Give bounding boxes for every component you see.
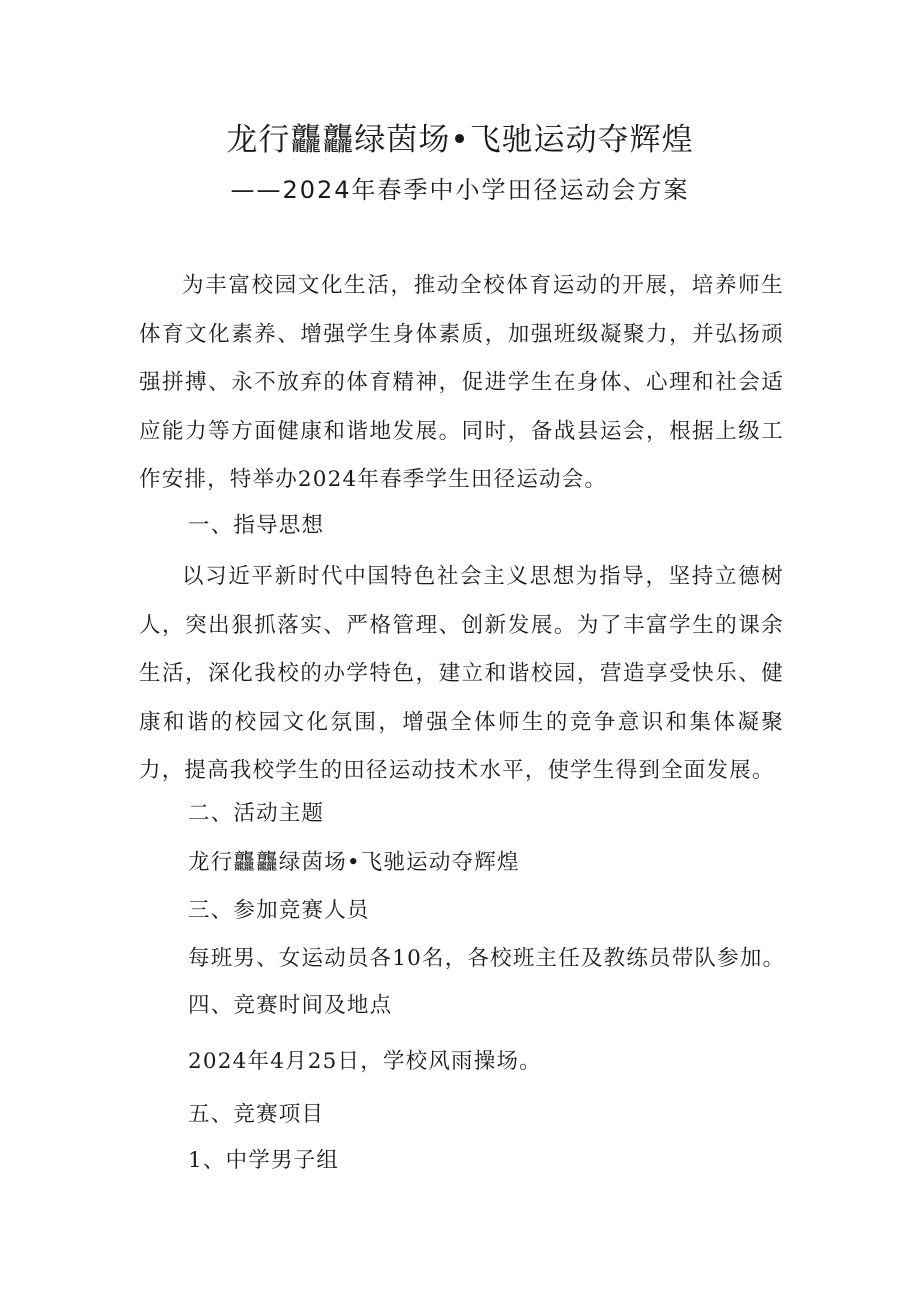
- section-heading-theme: 二、活动主题: [188, 801, 325, 826]
- section-heading-guiding-thought: 一、指导思想: [188, 513, 325, 538]
- time-place-text: 2024年4月25日，学校风雨操场。: [188, 1049, 542, 1074]
- section-heading-events: 五、竞赛项目: [188, 1102, 325, 1127]
- document-subtitle: ——2024年春季中小学田径运动会方案: [230, 176, 690, 204]
- document-title: 龙行龘龘绿茵场•飞驰运动夺辉煌: [226, 122, 694, 158]
- section-heading-time-place: 四、竞赛时间及地点: [188, 993, 393, 1018]
- participants-text: 每班男、女运动员各10名，各校班主任及教练员带队参加。: [188, 946, 786, 971]
- section-heading-participants: 三、参加竞赛人员: [188, 898, 370, 923]
- intro-paragraph: 为丰富校园文化生活，推动全校体育运动的开展，培养师生体育文化素养、增强学生身体素质，加强班级凝聚力，并弘扬顽强拼搏、永不放弃的体育精神，促进学生在身体、心理和社会适应能力等方面健康和谐地发展。同时，备战县运会，根据上级工作安排，特举办2024年春季学生田径运动会。: [139, 273, 784, 492]
- guiding-thought-paragraph: 以习近平新时代中国特色社会主义思想为指导，坚持立德树人，突出狠抓落实、严格管理、创新发展。为了丰富学生的课余生活，深化我校的办学特色，建立和谐校园，营造享受快乐、健康和谐的校园文化氛围，增强全体师生的竞争意识和集体凝聚力，提高我校学生的田径运动技术水平，使学生得到全面发展。: [139, 564, 784, 783]
- theme-text: 龙行龘龘绿茵场•飞驰运动夺辉煌: [188, 850, 520, 875]
- events-item-middle-school-boys: 1、中学男子组: [188, 1148, 340, 1173]
